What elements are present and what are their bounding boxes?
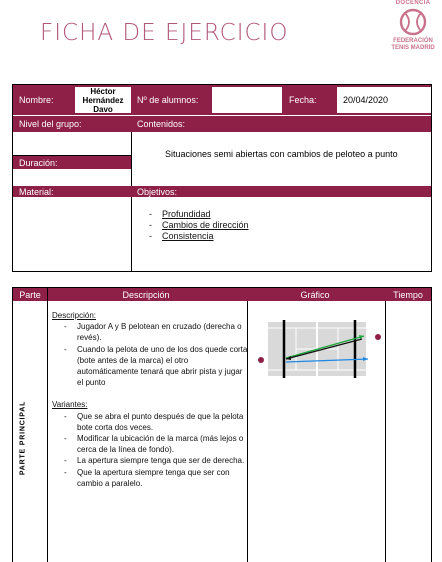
player-a <box>258 357 264 363</box>
divider <box>131 132 132 272</box>
objetivos-label: Objetivos: <box>137 186 178 197</box>
objetivos-list <box>149 209 249 242</box>
alumnos-label: Nº de alumnos: <box>137 95 199 105</box>
nombre-value <box>75 87 131 113</box>
header-tiempo: Tiempo <box>393 289 423 300</box>
variante-item: - Que la apertura siempre tenga que ser con cambio a paralelo. <box>64 467 248 489</box>
column-divider <box>47 288 48 562</box>
nivel-label: Nivel del grupo: <box>19 119 82 129</box>
federation-logo <box>384 0 442 72</box>
parte-principal-label <box>16 388 30 488</box>
objetivo-text: Cambios de dirección <box>162 220 249 230</box>
material-label: Material: <box>19 186 54 197</box>
objetivo-item <box>149 220 249 231</box>
nombre-value-text: Héctor Hernández Davo <box>82 86 124 114</box>
nombre-label: Nombre: <box>19 95 54 105</box>
tennis-ball-icon <box>398 7 428 37</box>
spacer <box>52 388 248 399</box>
objetivo-item <box>149 209 249 220</box>
variante-item: - Que se abra el punto después de que la pelota bote corta dos veces. <box>64 411 248 433</box>
exercise-info-table <box>12 84 432 272</box>
logo-line1: FEDERACIÓN <box>393 38 433 44</box>
logo-top-text: DOCENCIA <box>395 0 431 6</box>
objetivo-text: Consistencia <box>162 231 214 241</box>
page-title: FICHA DE EJERCICIO <box>40 20 289 46</box>
objetivo-item <box>149 231 249 242</box>
header-parte: Parte <box>19 289 41 300</box>
contenidos-text: Situaciones semi abiertas con cambios de peloteo a punto <box>165 149 398 159</box>
contenidos-label: Contenidos: <box>137 119 186 129</box>
fecha-label: Fecha: <box>289 95 317 105</box>
descripcion-item: - Jugador A y B pelotean en cruzado (derecha o revés). <box>64 321 248 343</box>
court-diagram <box>256 318 386 380</box>
logo-line2: TENIS MADRID <box>391 45 435 51</box>
duracion-label: Duración: <box>13 156 131 169</box>
descripcion-heading: Descripción: <box>52 311 97 320</box>
parte-principal-text: PARTE PRINCIPAL <box>19 400 27 476</box>
player-b <box>375 334 381 340</box>
variante-item: - La apertura siempre tenga que ser de derecha. <box>64 455 248 466</box>
objetivo-text: Profundidad <box>162 209 211 219</box>
variantes-heading: Variantes: <box>52 400 88 410</box>
descripcion-item: - Cuando la pelota de uno de los dos quede corta (bote antes de la marca) el otro automáticamente tenará que abrir pista y jugar el punto <box>64 344 248 389</box>
alumnos-value <box>212 87 282 113</box>
variante-item: - Modificar la ubicación de la marca (más lejos o cerca de la línea de fondo). <box>64 433 248 455</box>
fecha-value: 20/04/2020 <box>337 87 431 113</box>
descripcion-block <box>52 310 248 489</box>
header-grafico: Gráfico <box>300 289 330 300</box>
header-descripcion: Descripción <box>122 289 170 300</box>
